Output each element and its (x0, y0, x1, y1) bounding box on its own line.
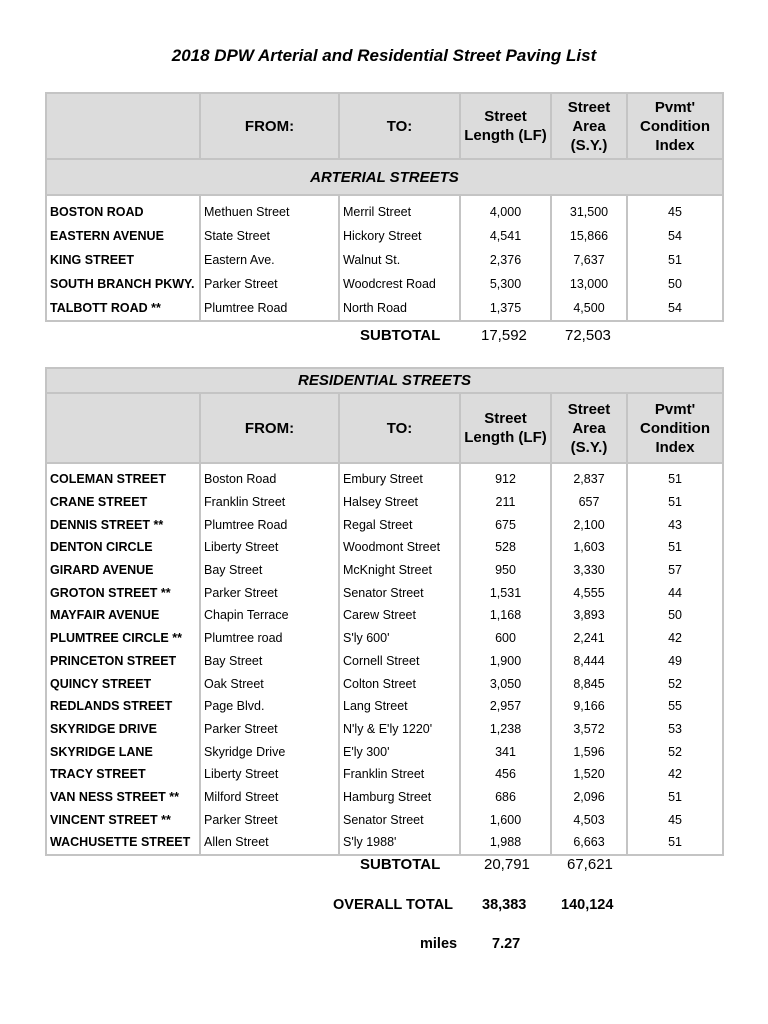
arterial-table (45, 92, 724, 322)
to-cell: Embury Street (339, 463, 460, 491)
street-name: VAN NESS STREET ** (46, 786, 200, 809)
arterial-section-row (46, 159, 723, 195)
header-area (551, 393, 627, 463)
area-cell: 15,866 (551, 224, 627, 248)
residential-subtotal-label: SUBTOTAL (360, 856, 441, 873)
to-cell: Colton Street (339, 672, 460, 695)
area-cell: 3,893 (551, 604, 627, 627)
street-name: REDLANDS STREET (46, 695, 200, 718)
to-cell: E'ly 300' (339, 740, 460, 763)
to-cell: Woodcrest Road (339, 272, 460, 296)
area-cell: 8,845 (551, 672, 627, 695)
from-cell: Plumtree road (200, 627, 339, 650)
length-cell: 1,531 (460, 581, 551, 604)
to-cell: Senator Street (339, 808, 460, 831)
to-cell: N'ly & E'ly 1220' (339, 718, 460, 741)
header-street-cell (46, 93, 200, 159)
pci-cell: 57 (627, 559, 723, 582)
to-cell: Woodmont Street (339, 536, 460, 559)
table-row (46, 627, 723, 650)
from-cell: Parker Street (200, 718, 339, 741)
street-name: SKYRIDGE LANE (46, 740, 200, 763)
street-name: MAYFAIR AVENUE (46, 604, 200, 627)
length-cell: 211 (460, 491, 551, 514)
header-to: TO: (339, 393, 460, 463)
header-pci (627, 93, 723, 159)
table-row (46, 604, 723, 627)
pci-cell: 52 (627, 672, 723, 695)
arterial-subtotal-label: SUBTOTAL (360, 327, 441, 344)
pci-cell: 45 (627, 195, 723, 224)
pci-cell: 43 (627, 513, 723, 536)
arterial-body (46, 195, 723, 321)
arterial-section-label: ARTERIAL STREETS (46, 159, 723, 195)
to-cell: S'ly 600' (339, 627, 460, 650)
table-row (46, 248, 723, 272)
length-cell: 600 (460, 627, 551, 650)
length-cell: 1,375 (460, 296, 551, 321)
length-cell: 4,000 (460, 195, 551, 224)
to-cell: Merril Street (339, 195, 460, 224)
header-length (460, 393, 551, 463)
area-cell: 31,500 (551, 195, 627, 224)
street-name: GIRARD AVENUE (46, 559, 200, 582)
pci-cell: 42 (627, 627, 723, 650)
to-cell: Senator Street (339, 581, 460, 604)
table-row (46, 581, 723, 604)
residential-subtotal-area: 67,621 (567, 856, 613, 873)
header-area-line3: (S.Y.) (570, 136, 608, 154)
table-row (46, 763, 723, 786)
to-cell: Hickory Street (339, 224, 460, 248)
area-cell: 1,520 (551, 763, 627, 786)
from-cell: Parker Street (200, 272, 339, 296)
miles-label: miles (420, 936, 458, 952)
pci-cell: 51 (627, 463, 723, 491)
pci-cell: 55 (627, 695, 723, 718)
pci-cell: 42 (627, 763, 723, 786)
header-from: FROM: (200, 93, 339, 159)
length-cell: 456 (460, 763, 551, 786)
residential-table (45, 367, 724, 856)
street-name: EASTERN AVENUE (46, 224, 200, 248)
table-row (46, 695, 723, 718)
street-name: BOSTON ROAD (46, 195, 200, 224)
residential-body (46, 463, 723, 855)
header-pci-line2: Condition (640, 419, 711, 437)
area-cell: 7,637 (551, 248, 627, 272)
length-cell: 950 (460, 559, 551, 582)
from-cell: Plumtree Road (200, 296, 339, 321)
length-cell: 528 (460, 536, 551, 559)
area-cell: 13,000 (551, 272, 627, 296)
pci-cell: 50 (627, 604, 723, 627)
pci-cell: 49 (627, 650, 723, 673)
overall-total-area: 140,124 (561, 897, 614, 913)
to-cell: Hamburg Street (339, 786, 460, 809)
residential-subtotal-length: 20,791 (484, 856, 530, 873)
table-row (46, 296, 723, 321)
street-name: PRINCETON STREET (46, 650, 200, 673)
length-cell: 1,988 (460, 831, 551, 855)
pci-cell: 54 (627, 296, 723, 321)
street-name: TRACY STREET (46, 763, 200, 786)
from-cell: Milford Street (200, 786, 339, 809)
table-row (46, 463, 723, 491)
street-name: CRANE STREET (46, 491, 200, 514)
length-cell: 3,050 (460, 672, 551, 695)
pci-cell: 51 (627, 786, 723, 809)
header-length-line1: Street (484, 410, 527, 427)
table-row (46, 195, 723, 224)
area-cell: 2,837 (551, 463, 627, 491)
to-cell: Walnut St. (339, 248, 460, 272)
table-row (46, 808, 723, 831)
table-row (46, 224, 723, 248)
from-cell: Boston Road (200, 463, 339, 491)
from-cell: Methuen Street (200, 195, 339, 224)
header-pci-line1: Pvmt' (654, 400, 696, 418)
header-length-line1: Street (484, 108, 527, 125)
area-cell: 4,503 (551, 808, 627, 831)
pci-cell: 54 (627, 224, 723, 248)
pci-cell: 53 (627, 718, 723, 741)
length-cell: 912 (460, 463, 551, 491)
from-cell: State Street (200, 224, 339, 248)
from-cell: Chapin Terrace (200, 604, 339, 627)
table-row (46, 491, 723, 514)
pci-cell: 51 (627, 248, 723, 272)
page-title: 2018 DPW Arterial and Residential Street Paving List (171, 46, 597, 65)
to-cell: North Road (339, 296, 460, 321)
table-row (46, 718, 723, 741)
length-cell: 686 (460, 786, 551, 809)
from-cell: Bay Street (200, 650, 339, 673)
from-cell: Page Blvd. (200, 695, 339, 718)
street-name: PLUMTREE CIRCLE ** (46, 627, 200, 650)
from-cell: Liberty Street (200, 763, 339, 786)
length-cell: 1,168 (460, 604, 551, 627)
street-name: DENNIS STREET ** (46, 513, 200, 536)
street-name: WACHUSETTE STREET (46, 831, 200, 855)
pci-cell: 51 (627, 536, 723, 559)
street-name: TALBOTT ROAD ** (46, 296, 200, 321)
to-cell: McKnight Street (339, 559, 460, 582)
area-cell: 2,100 (551, 513, 627, 536)
area-cell: 3,330 (551, 559, 627, 582)
header-area-line1: Street (567, 400, 611, 418)
to-cell: Carew Street (339, 604, 460, 627)
miles-value: 7.27 (492, 936, 521, 952)
residential-section-label: RESIDENTIAL STREETS (46, 368, 723, 393)
area-cell: 9,166 (551, 695, 627, 718)
header-pci-line1: Pvmt' (654, 98, 696, 116)
table-row (46, 559, 723, 582)
pci-cell: 44 (627, 581, 723, 604)
header-area-line3: (S.Y.) (570, 438, 608, 456)
from-cell: Eastern Ave. (200, 248, 339, 272)
length-cell: 2,376 (460, 248, 551, 272)
header-pci (627, 393, 723, 463)
table-row (46, 740, 723, 763)
street-name: SKYRIDGE DRIVE (46, 718, 200, 741)
from-cell: Liberty Street (200, 536, 339, 559)
area-cell: 1,603 (551, 536, 627, 559)
residential-header-row (46, 393, 723, 463)
from-cell: Skyridge Drive (200, 740, 339, 763)
area-cell: 6,663 (551, 831, 627, 855)
to-cell: S'ly 1988' (339, 831, 460, 855)
table-row (46, 831, 723, 855)
area-cell: 2,096 (551, 786, 627, 809)
header-pci-line3: Index (655, 438, 695, 456)
table-row (46, 672, 723, 695)
street-name: KING STREET (46, 248, 200, 272)
street-name: GROTON STREET ** (46, 581, 200, 604)
street-name: COLEMAN STREET (46, 463, 200, 491)
area-cell: 2,241 (551, 627, 627, 650)
arterial-subtotal-area: 72,503 (565, 327, 611, 344)
to-cell: Cornell Street (339, 650, 460, 673)
from-cell: Bay Street (200, 559, 339, 582)
pci-cell: 52 (627, 740, 723, 763)
street-name: QUINCY STREET (46, 672, 200, 695)
header-area (551, 93, 627, 159)
to-cell: Franklin Street (339, 763, 460, 786)
header-street-cell (46, 393, 200, 463)
header-area-line2: Area (572, 419, 606, 437)
header-length-line2: Length (LF) (464, 429, 547, 446)
header-from: FROM: (200, 393, 339, 463)
header-to: TO: (339, 93, 460, 159)
header-length (460, 93, 551, 159)
from-cell: Franklin Street (200, 491, 339, 514)
street-name: VINCENT STREET ** (46, 808, 200, 831)
area-cell: 4,555 (551, 581, 627, 604)
pci-cell: 45 (627, 808, 723, 831)
header-pci-line3: Index (655, 136, 695, 154)
length-cell: 1,900 (460, 650, 551, 673)
to-cell: Lang Street (339, 695, 460, 718)
area-cell: 3,572 (551, 718, 627, 741)
table-row (46, 513, 723, 536)
from-cell: Parker Street (200, 808, 339, 831)
header-area-line1: Street (567, 98, 611, 116)
overall-total-label: OVERALL TOTAL (333, 897, 454, 913)
table-row (46, 786, 723, 809)
area-cell: 4,500 (551, 296, 627, 321)
length-cell: 5,300 (460, 272, 551, 296)
from-cell: Allen Street (200, 831, 339, 855)
length-cell: 4,541 (460, 224, 551, 248)
length-cell: 2,957 (460, 695, 551, 718)
street-name: DENTON CIRCLE (46, 536, 200, 559)
pci-cell: 51 (627, 831, 723, 855)
from-cell: Plumtree Road (200, 513, 339, 536)
overall-total-length: 38,383 (482, 897, 527, 913)
area-cell: 8,444 (551, 650, 627, 673)
street-name: SOUTH BRANCH PKWY. (46, 272, 200, 296)
area-cell: 657 (551, 491, 627, 514)
table-row (46, 650, 723, 673)
from-cell: Oak Street (200, 672, 339, 695)
table-row (46, 536, 723, 559)
arterial-subtotal-length: 17,592 (481, 327, 527, 344)
length-cell: 341 (460, 740, 551, 763)
pci-cell: 51 (627, 491, 723, 514)
length-cell: 1,600 (460, 808, 551, 831)
header-area-line2: Area (572, 117, 606, 135)
area-cell: 1,596 (551, 740, 627, 763)
length-cell: 1,238 (460, 718, 551, 741)
length-cell: 675 (460, 513, 551, 536)
pci-cell: 50 (627, 272, 723, 296)
to-cell: Regal Street (339, 513, 460, 536)
header-length-line2: Length (LF) (464, 127, 547, 144)
header-pci-line2: Condition (640, 117, 710, 135)
table-row (46, 272, 723, 296)
arterial-header-row (46, 93, 723, 159)
from-cell: Parker Street (200, 581, 339, 604)
residential-section-row (46, 368, 723, 393)
to-cell: Halsey Street (339, 491, 460, 514)
